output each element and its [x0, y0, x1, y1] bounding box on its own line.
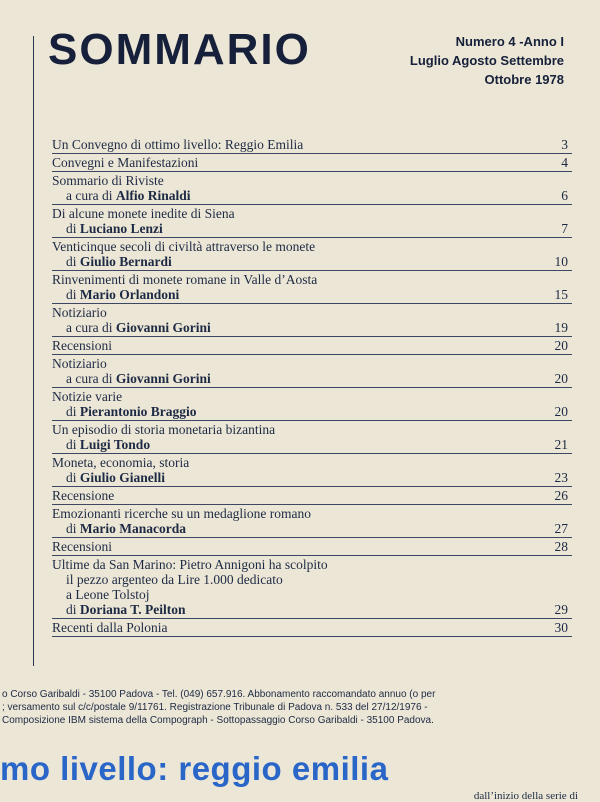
toc-entry-author-line [52, 320, 572, 335]
toc-entry [52, 454, 572, 487]
toc-entry-title: Emozionanti ricerche su un medaglione romano [52, 506, 312, 521]
toc-entry [52, 154, 572, 172]
toc-author-name: Giovanni Gorini [115, 371, 211, 386]
colophon-line: Composizione IBM sistema della Compograph - Sottopassaggio Corso Garibaldi - 35100 Padova. [2, 715, 434, 726]
toc-entry-author-line [52, 287, 572, 302]
toc-entry [52, 505, 572, 538]
toc-page-number: 20 [554, 371, 568, 386]
toc-entry [52, 556, 572, 619]
toc-entry-title: Venticinque secoli di civiltà attraverso le monete [52, 239, 316, 254]
toc-author-prefix: di [66, 470, 77, 485]
toc-page-number: 19 [554, 320, 568, 335]
masthead-title: SOMMARIO [48, 25, 311, 74]
toc-author-prefix: di [66, 602, 77, 617]
toc-page-number: 29 [554, 602, 568, 617]
toc-author-prefix: di [66, 521, 77, 536]
toc-page-number: 23 [554, 470, 568, 485]
toc-entry-author-line [52, 404, 572, 419]
colophon-line: o Corso Garibaldi - 35100 Padova - Tel. (049) 657.916. Abbonamento raccomandato annuo (o per [2, 689, 436, 700]
toc-entry-author-line [52, 371, 572, 386]
toc-page-number: 15 [554, 287, 568, 302]
toc-author-prefix: a cura di [66, 320, 113, 335]
toc-page-number: 10 [554, 254, 568, 269]
toc-author-prefix: di [66, 404, 77, 419]
toc-entry-author-line [52, 221, 572, 236]
toc-entry-title: Notiziario [52, 305, 107, 320]
toc-entry-title: Di alcune monete inedite di Siena [52, 206, 235, 221]
toc-author-prefix: a cura di [66, 371, 113, 386]
toc-page-number: 21 [554, 437, 568, 452]
toc-page-number: 7 [561, 221, 568, 236]
toc-page-number: 3 [561, 137, 568, 152]
toc-author-name: Doriana T. Peilton [79, 602, 186, 617]
toc-author-prefix: a cura di [66, 188, 113, 203]
toc-entry-title: Un episodio di storia monetaria bizantina [52, 422, 276, 437]
toc-entry-title: Convegni e Manifestazioni [52, 155, 199, 170]
toc-entry [52, 355, 572, 388]
toc-entry-title: Recensioni [52, 539, 112, 554]
issue-number: Numero 4 -Anno I [455, 34, 564, 49]
toc-entry [52, 421, 572, 454]
toc-entry [52, 538, 572, 556]
toc-entry [52, 337, 572, 355]
toc-entry-author-line [52, 521, 572, 536]
toc-entry-title: Rinvenimenti di monete romane in Valle d’Aosta [52, 272, 318, 287]
toc-author-name: Alfio Rinaldi [115, 188, 191, 203]
toc-entry [52, 487, 572, 505]
toc-author-name: Luigi Tondo [79, 437, 151, 452]
toc-author-name: Giulio Gianelli [79, 470, 166, 485]
issue-months: Luglio Agosto Settembre [409, 53, 564, 68]
toc-entry [52, 205, 572, 238]
issue-year: Ottobre 1978 [484, 72, 564, 87]
toc-entry-author-line [52, 188, 572, 203]
toc-entry-title: Ultime da San Marino: Pietro Annigoni ha scolpito [52, 557, 328, 572]
toc-author-prefix: di [66, 287, 77, 302]
toc-page-number: 4 [561, 155, 568, 170]
table-of-contents [52, 136, 572, 637]
toc-entry-author-line [52, 437, 572, 452]
next-page-headline: mo livello: reggio emilia [0, 750, 389, 787]
toc-entry-title: Recenti dalla Polonia [52, 620, 168, 635]
toc-entry [52, 388, 572, 421]
toc-author-name: Giovanni Gorini [115, 320, 211, 335]
toc-entry-title: Notiziario [52, 356, 107, 371]
toc-entry-title: Un Convegno di ottimo livello: Reggio Emilia [52, 137, 304, 152]
issue-info [410, 32, 564, 89]
toc-author-prefix: di [66, 254, 77, 269]
toc-page-number: 6 [561, 188, 568, 203]
toc-author-name: Giulio Bernardi [79, 254, 172, 269]
toc-entry [52, 619, 572, 637]
toc-author-prefix: di [66, 221, 77, 236]
toc-entry-title: Recensione [52, 488, 115, 503]
toc-page-number: 20 [554, 404, 568, 419]
toc-entry-title-continued: il pezzo argenteo da Lire 1.000 dedicato [66, 572, 283, 587]
toc-entry-title: Moneta, economia, storia [52, 455, 190, 470]
toc-entry-author-line [52, 470, 572, 485]
toc-page-number: 30 [554, 620, 568, 635]
toc-entry [52, 238, 572, 271]
toc-entry-author-line [52, 602, 572, 617]
toc-author-name: Luciano Lenzi [79, 221, 163, 236]
toc-entry [52, 172, 572, 205]
toc-author-name: Mario Orlandoni [79, 287, 180, 302]
toc-entry [52, 271, 572, 304]
colophon-line: ; versamento sul c/c/postale 9/11761. Registrazione Tribunale di Padova n. 533 del 27/12/1976 - [2, 702, 428, 713]
toc-author-prefix: di [66, 437, 77, 452]
toc-page-number: 20 [554, 338, 568, 353]
toc-page-number: 28 [554, 539, 568, 554]
toc-entry-title-continued: a Leone Tolstoj [66, 587, 150, 602]
toc-entry [52, 304, 572, 337]
toc-entry [52, 136, 572, 154]
toc-entry-title: Sommario di Riviste [52, 173, 164, 188]
left-vertical-rule [33, 36, 34, 666]
toc-entry-title: Recensioni [52, 338, 112, 353]
colophon [0, 688, 600, 727]
toc-author-name: Pierantonio Braggio [79, 404, 197, 419]
toc-entry-author-line [52, 254, 572, 269]
toc-entry-title: Notizie varie [52, 389, 123, 404]
toc-page-number: 27 [554, 521, 568, 536]
toc-author-name: Mario Manacorda [79, 521, 186, 536]
next-page-text-fragment: dall’inizio della serie di [473, 790, 578, 802]
toc-page-number: 26 [554, 488, 568, 503]
